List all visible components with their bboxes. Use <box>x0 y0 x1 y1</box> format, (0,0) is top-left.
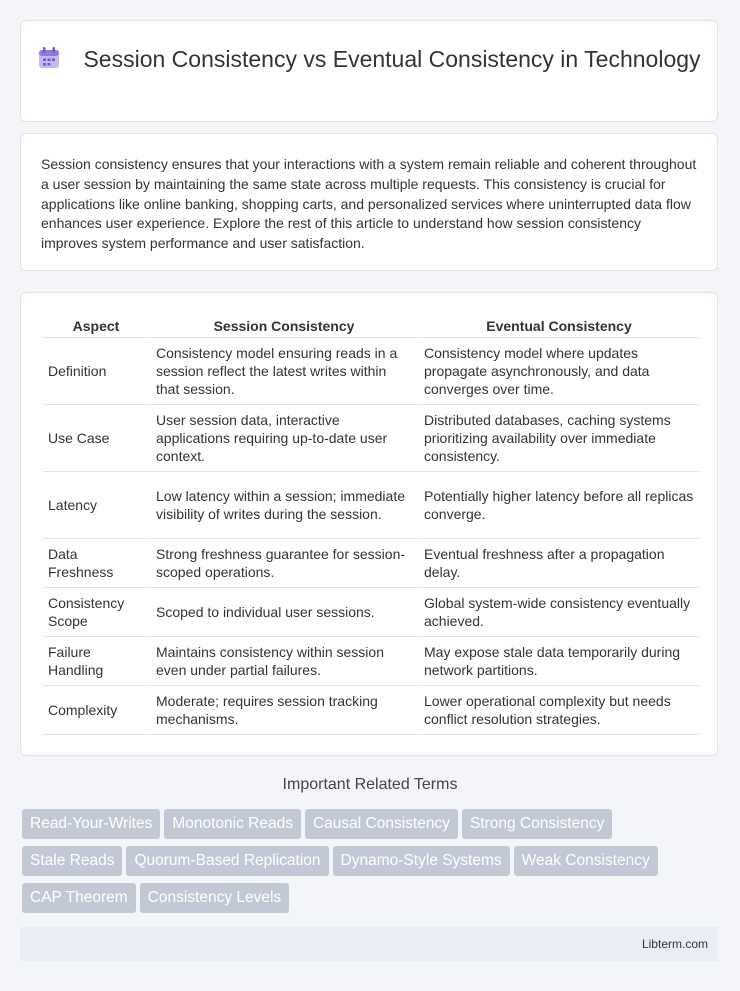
footer <box>20 927 718 961</box>
related-term-tag[interactable]: Weak Consistency <box>514 846 658 876</box>
cell-aspect: Data Freshness <box>43 539 149 588</box>
cell-session: User session data, interactive applications requiring up-to-date user context. <box>149 405 417 472</box>
page-title-wrap <box>21 45 717 74</box>
cell-eventual: Eventual freshness after a propagation delay. <box>417 539 699 588</box>
calendar-icon <box>37 46 63 70</box>
related-term-tag[interactable]: Strong Consistency <box>462 809 612 839</box>
cell-aspect: Consistency Scope <box>43 588 149 637</box>
comparison-table <box>43 315 699 735</box>
table-row <box>43 588 699 637</box>
related-term-tag[interactable]: Quorum-Based Replication <box>126 846 328 876</box>
comparison-card <box>20 292 718 756</box>
table-row <box>43 338 699 405</box>
page-title: Session Consistency vs Eventual Consistency in Technology <box>83 46 701 72</box>
related-terms-title: Important Related Terms <box>282 776 458 793</box>
cell-aspect: Failure Handling <box>43 637 149 686</box>
cell-session: Low latency within a session; immediate visibility of writes during the session. <box>149 472 417 539</box>
cell-session: Maintains consistency within session even under partial failures. <box>149 637 417 686</box>
table-row <box>43 686 699 735</box>
table-row <box>43 539 699 588</box>
cell-eventual: Lower operational complexity but needs conflict resolution strategies. <box>417 686 699 735</box>
cell-eventual: Global system-wide consistency eventually achieved. <box>417 588 699 637</box>
related-term-tag[interactable]: CAP Theorem <box>22 883 136 913</box>
cell-aspect: Latency <box>43 472 149 539</box>
header-aspect: Aspect <box>43 315 149 338</box>
intro-text: Session consistency ensures that your interactions with a system remain reliable and coherent throughout a user session by maintaining the same state across multiple requests. This consistency is crucial for applications like online banking, shopping carts, and personalized services where uninterrupted data flow enhances user experience. Explore the rest of this article to understand how session consistency improves system performance and user satisfaction. <box>41 156 697 252</box>
cell-aspect: Use Case <box>43 405 149 472</box>
cell-aspect: Complexity <box>43 686 149 735</box>
cell-session: Scoped to individual user sessions. <box>149 588 417 637</box>
cell-eventual: Potentially higher latency before all replicas converge. <box>417 472 699 539</box>
intro-card <box>20 133 718 271</box>
cell-eventual: Consistency model where updates propagate asynchronously, and data converges over time. <box>417 338 699 405</box>
cell-aspect: Definition <box>43 338 149 405</box>
related-term-tag[interactable]: Consistency Levels <box>140 883 290 913</box>
cell-eventual: May expose stale data temporarily during network partitions. <box>417 637 699 686</box>
related-terms-list <box>22 809 722 920</box>
header-session: Session Consistency <box>149 315 417 338</box>
table-row <box>43 637 699 686</box>
related-term-tag[interactable]: Stale Reads <box>22 846 122 876</box>
cell-session: Moderate; requires session tracking mechanisms. <box>149 686 417 735</box>
title-card <box>20 20 718 122</box>
related-term-tag[interactable]: Monotonic Reads <box>164 809 301 839</box>
cell-session: Strong freshness guarantee for session-scoped operations. <box>149 539 417 588</box>
related-term-tag[interactable]: Read-Your-Writes <box>22 809 160 839</box>
table-header-row <box>43 315 699 338</box>
table-row <box>43 405 699 472</box>
related-term-tag[interactable]: Dynamo-Style Systems <box>333 846 510 876</box>
table-row <box>43 472 699 539</box>
header-eventual: Eventual Consistency <box>417 315 699 338</box>
cell-session: Consistency model ensuring reads in a session reflect the latest writes within that session. <box>149 338 417 405</box>
cell-eventual: Distributed databases, caching systems prioritizing availability over immediate consistency. <box>417 405 699 472</box>
footer-brand-link[interactable]: Libterm.com <box>641 937 708 951</box>
related-term-tag[interactable]: Causal Consistency <box>305 809 458 839</box>
